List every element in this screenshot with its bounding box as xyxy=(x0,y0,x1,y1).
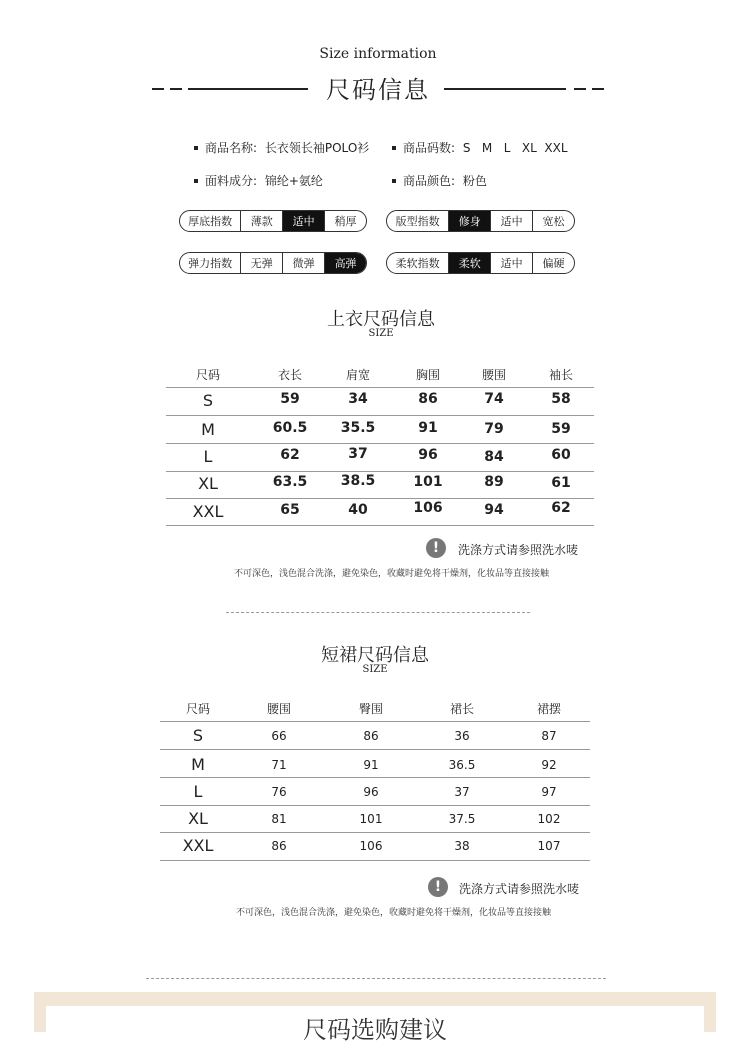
table-cell: 60.5 xyxy=(272,420,308,436)
index-fit-option: 宽松 xyxy=(532,211,574,231)
header-rule-left xyxy=(188,88,308,90)
table-header-cell: 衣长 xyxy=(277,368,302,382)
table-rule xyxy=(166,387,594,388)
index-elastic xyxy=(179,252,367,274)
header-title: 尺码信息 xyxy=(326,76,430,104)
info-color-value: 粉色 xyxy=(462,174,487,188)
index-thickness-option-selected: 适中 xyxy=(282,211,324,231)
table-cell: 74 xyxy=(484,391,504,407)
table-rule xyxy=(166,498,594,499)
skirt-notice-detail: 不可深色，浅色混合洗涤，避免染色，收藏时避免将干燥剂，化妆品等直接接触 xyxy=(236,908,552,918)
table-cell: 96 xyxy=(363,785,379,799)
info-fabric-label: 面料成分: xyxy=(205,174,258,188)
table-cell: 79 xyxy=(484,421,504,437)
table-header-cell: 肩宽 xyxy=(345,368,370,382)
table-header-cell: 裙长 xyxy=(449,702,474,716)
table-cell: 87 xyxy=(541,729,557,743)
table-cell: 92 xyxy=(541,758,557,772)
table-rule xyxy=(160,832,590,833)
index-elastic-option-selected: 高弹 xyxy=(324,253,366,273)
table-rule xyxy=(160,805,590,806)
table-cell: 63.5 xyxy=(272,474,308,490)
top-notice: 洗涤方式请参照洗水唛 xyxy=(458,543,579,557)
table-header-cell: 臀围 xyxy=(358,702,383,716)
table-cell: 62 xyxy=(280,447,300,463)
table-cell: 86 xyxy=(363,729,379,743)
table-cell: 106 xyxy=(359,839,383,853)
info-name-value: 长衣领长袖POLO衫 xyxy=(264,141,370,155)
info-name-label: 商品名称: xyxy=(205,141,258,155)
info-name xyxy=(194,139,369,156)
table-cell: 84 xyxy=(484,449,504,465)
bullet-icon xyxy=(392,179,396,183)
table-cell: 102 xyxy=(537,812,561,826)
exclamation-circle-icon: ! xyxy=(426,538,446,558)
index-thickness-option: 稍厚 xyxy=(324,211,366,231)
table-header-cell: 尺码 xyxy=(195,368,220,382)
table-cell: 36 xyxy=(454,729,470,743)
table-cell: 62 xyxy=(551,500,571,516)
table-rule xyxy=(160,777,590,778)
table-cell: 94 xyxy=(484,502,504,518)
table-rule xyxy=(166,415,594,416)
size-label-cell: XL xyxy=(198,474,218,493)
index-softness-option: 适中 xyxy=(490,253,532,273)
table-cell: 81 xyxy=(271,812,287,826)
info-color xyxy=(392,172,487,189)
table-rule xyxy=(160,860,590,861)
index-elastic-label: 弹力指数 xyxy=(188,257,233,270)
info-color-label: 商品颜色: xyxy=(403,174,456,188)
table-cell: 91 xyxy=(363,758,379,772)
index-softness-option-selected: 柔软 xyxy=(448,253,490,273)
bullet-icon xyxy=(392,146,396,150)
info-sizes xyxy=(392,139,568,156)
table-cell: 86 xyxy=(271,839,287,853)
header-rule-right xyxy=(444,88,566,90)
table-cell: 35.5 xyxy=(340,420,376,436)
table-cell: 71 xyxy=(271,758,287,772)
info-fabric-value: 锦纶+氨纶 xyxy=(264,174,323,188)
table-cell: 89 xyxy=(484,474,504,490)
table-header-cell: 胸围 xyxy=(415,368,440,382)
table-cell: 86 xyxy=(418,391,438,407)
index-fit-label: 版型指数 xyxy=(395,215,440,228)
index-elastic-option: 无弹 xyxy=(240,253,282,273)
info-fabric xyxy=(194,172,323,189)
table-cell: 37 xyxy=(348,446,368,462)
size-label-cell: M xyxy=(191,755,205,774)
top-table-title: 上衣尺码信息 xyxy=(327,309,435,330)
section-divider xyxy=(226,612,530,613)
table-cell: 97 xyxy=(541,785,557,799)
info-sizes-value: S M L XL XXL xyxy=(462,141,568,155)
size-label-cell: XXL xyxy=(182,836,214,855)
table-cell: 65 xyxy=(280,502,300,518)
table-header-cell: 腰围 xyxy=(481,368,506,382)
index-elastic-option: 微弹 xyxy=(282,253,324,273)
table-header-cell: 袖长 xyxy=(548,368,573,382)
skirt-table-subtitle: SIZE xyxy=(362,664,388,675)
table-cell: 61 xyxy=(551,475,571,491)
index-fit-option: 适中 xyxy=(490,211,532,231)
size-label-cell: M xyxy=(201,420,215,439)
table-rule xyxy=(160,721,590,722)
skirt-table-title: 短裙尺码信息 xyxy=(321,645,429,666)
header-dash xyxy=(574,88,586,90)
header-dash xyxy=(152,88,164,90)
index-fit-option-selected: 修身 xyxy=(448,211,490,231)
table-rule xyxy=(166,443,594,444)
table-cell: 60 xyxy=(551,447,571,463)
table-cell: 38 xyxy=(454,839,470,853)
table-cell: 107 xyxy=(537,839,561,853)
table-cell: 40 xyxy=(348,502,368,518)
index-thickness-label: 厚底指数 xyxy=(188,215,233,228)
table-cell: 101 xyxy=(359,812,383,826)
section-divider xyxy=(146,978,606,979)
exclamation-circle-icon: ! xyxy=(428,877,448,897)
header-subtitle: Size information xyxy=(319,46,437,62)
footer-title: 尺码选购建议 xyxy=(303,1016,447,1044)
table-header-cell: 腰围 xyxy=(266,702,291,716)
index-thickness xyxy=(179,210,367,232)
table-cell: 91 xyxy=(418,420,438,436)
header-dash xyxy=(170,88,182,90)
table-cell: 58 xyxy=(551,391,571,407)
table-rule xyxy=(160,749,590,750)
table-rule xyxy=(166,525,594,526)
table-cell: 38.5 xyxy=(340,473,376,489)
top-notice-detail: 不可深色，浅色混合洗涤，避免染色，收藏时避免将干燥剂，化妆品等直接接触 xyxy=(234,569,550,579)
size-label-cell: XXL xyxy=(192,502,224,521)
index-softness-label: 柔软指数 xyxy=(395,257,440,270)
table-header-cell: 尺码 xyxy=(185,702,210,716)
header-dash xyxy=(592,88,604,90)
bullet-icon xyxy=(194,179,198,183)
index-softness-option: 偏硬 xyxy=(532,253,574,273)
index-softness xyxy=(386,252,575,274)
size-label-cell: L xyxy=(203,447,213,466)
table-cell: 66 xyxy=(271,729,287,743)
table-cell: 59 xyxy=(551,421,571,437)
bullet-icon xyxy=(194,146,198,150)
size-label-cell: XL xyxy=(188,809,208,828)
top-table-subtitle: SIZE xyxy=(368,328,394,339)
index-fit xyxy=(386,210,575,232)
table-cell: 101 xyxy=(413,474,443,490)
table-cell: 34 xyxy=(348,391,368,407)
size-label-cell: S xyxy=(202,391,214,410)
skirt-notice: 洗涤方式请参照洗水唛 xyxy=(459,882,580,896)
index-thickness-option: 薄款 xyxy=(240,211,282,231)
table-cell: 59 xyxy=(280,391,300,407)
table-cell: 36.5 xyxy=(448,758,476,772)
table-cell: 37 xyxy=(454,785,470,799)
table-cell: 76 xyxy=(271,785,287,799)
size-label-cell: S xyxy=(192,726,204,745)
info-sizes-label: 商品码数: xyxy=(403,141,456,155)
table-cell: 106 xyxy=(413,500,443,516)
table-cell: 96 xyxy=(418,447,438,463)
table-header-cell: 裙摆 xyxy=(536,702,561,716)
table-cell: 37.5 xyxy=(448,812,476,826)
table-rule xyxy=(166,471,594,472)
size-label-cell: L xyxy=(193,782,203,801)
